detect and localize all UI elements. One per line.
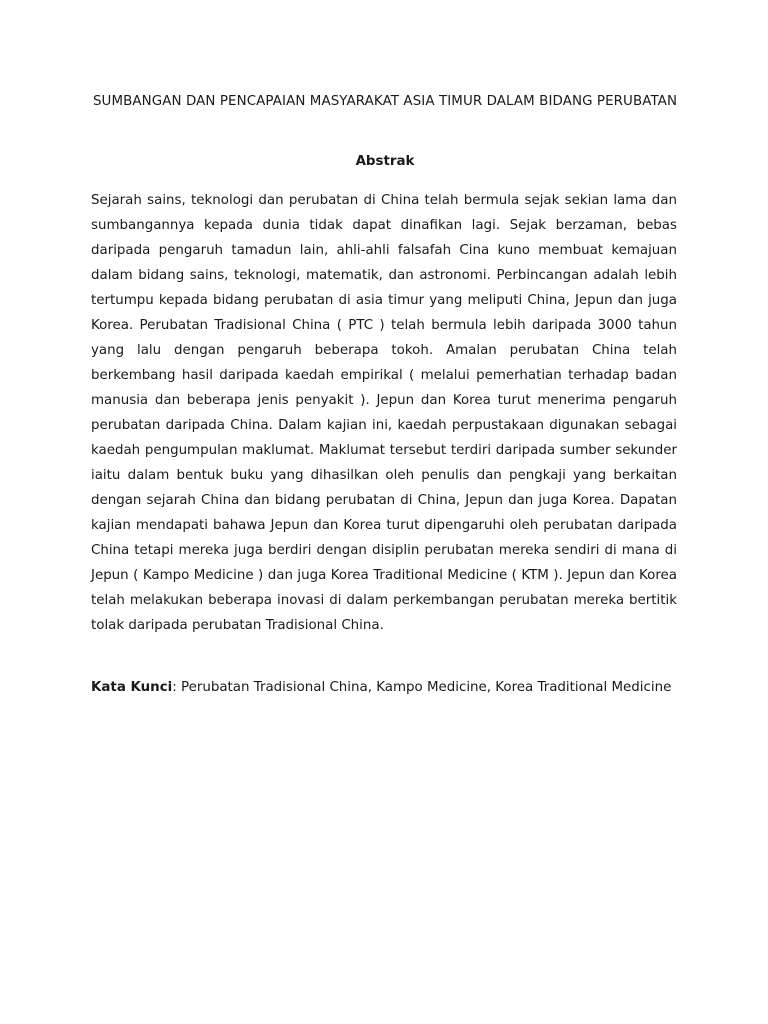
abstract-paragraph: Sejarah sains, teknologi dan perubatan di China telah bermula sejak sekian lama dan sumbangannya kepada dunia tidak dapat dinafikan lagi. Sejak berzaman, bebas daripada pengaruh tamadun lain, ahli-ahli falsafah Cina kuno membuat kemajuan dalam bidang sains, teknologi, matematik, dan astronomi. Perbincangan adalah lebih tertumpu kepada bidang perubatan di asia timur yang meliputi China, Jepun dan juga Korea. Perubatan Tradisional China ( PTC ) telah bermula lebih daripada 3000 tahun yang lalu dengan pengaruh beberapa tokoh. Amalan perubatan China telah berkembang hasil daripada kaedah empirikal ( melalui pemerhatian terhadap badan manusia dan beberapa jenis penyakit ). Jepun dan Korea turut menerima pengaruh perubatan daripada China. Dalam kajian ini, kaedah perpustakaan digunakan sebagai kaedah pengumpulan maklumat. Maklumat tersebut terdiri daripada sumber sekunder iaitu dalam bentuk buku yang dihasilkan oleh penulis dan pengkaji yang berkaitan dengan sejarah China dan bidang perubatan di China, Jepun dan juga Korea. Dapatan kajian mendapati bahawa Jepun dan Korea turut dipengaruhi oleh perubatan daripada China tetapi mereka juga berdiri dengan disiplin perubatan mereka sendiri di mana di Jepun ( Kampo Medicine ) dan juga Korea Traditional Medicine ( KTM ). Jepun dan Korea telah melakukan beberapa inovasi di dalam perkembangan perubatan mereka bertitik tolak daripada perubatan Tradisional China. [91,193,677,633]
keywords-label: Kata Kunci [91,680,173,695]
document-title: SUMBANGAN DAN PENCAPAIAN MASYARAKAT ASIA TIMUR DALAM BIDANG PERUBATAN [92,94,678,109]
abstract-heading: Abstrak [355,154,415,169]
keywords-paragraph [91,675,677,700]
keywords-list: : Perubatan Tradisional China, Kampo Medicine, Korea Traditional Medicine [172,680,672,695]
